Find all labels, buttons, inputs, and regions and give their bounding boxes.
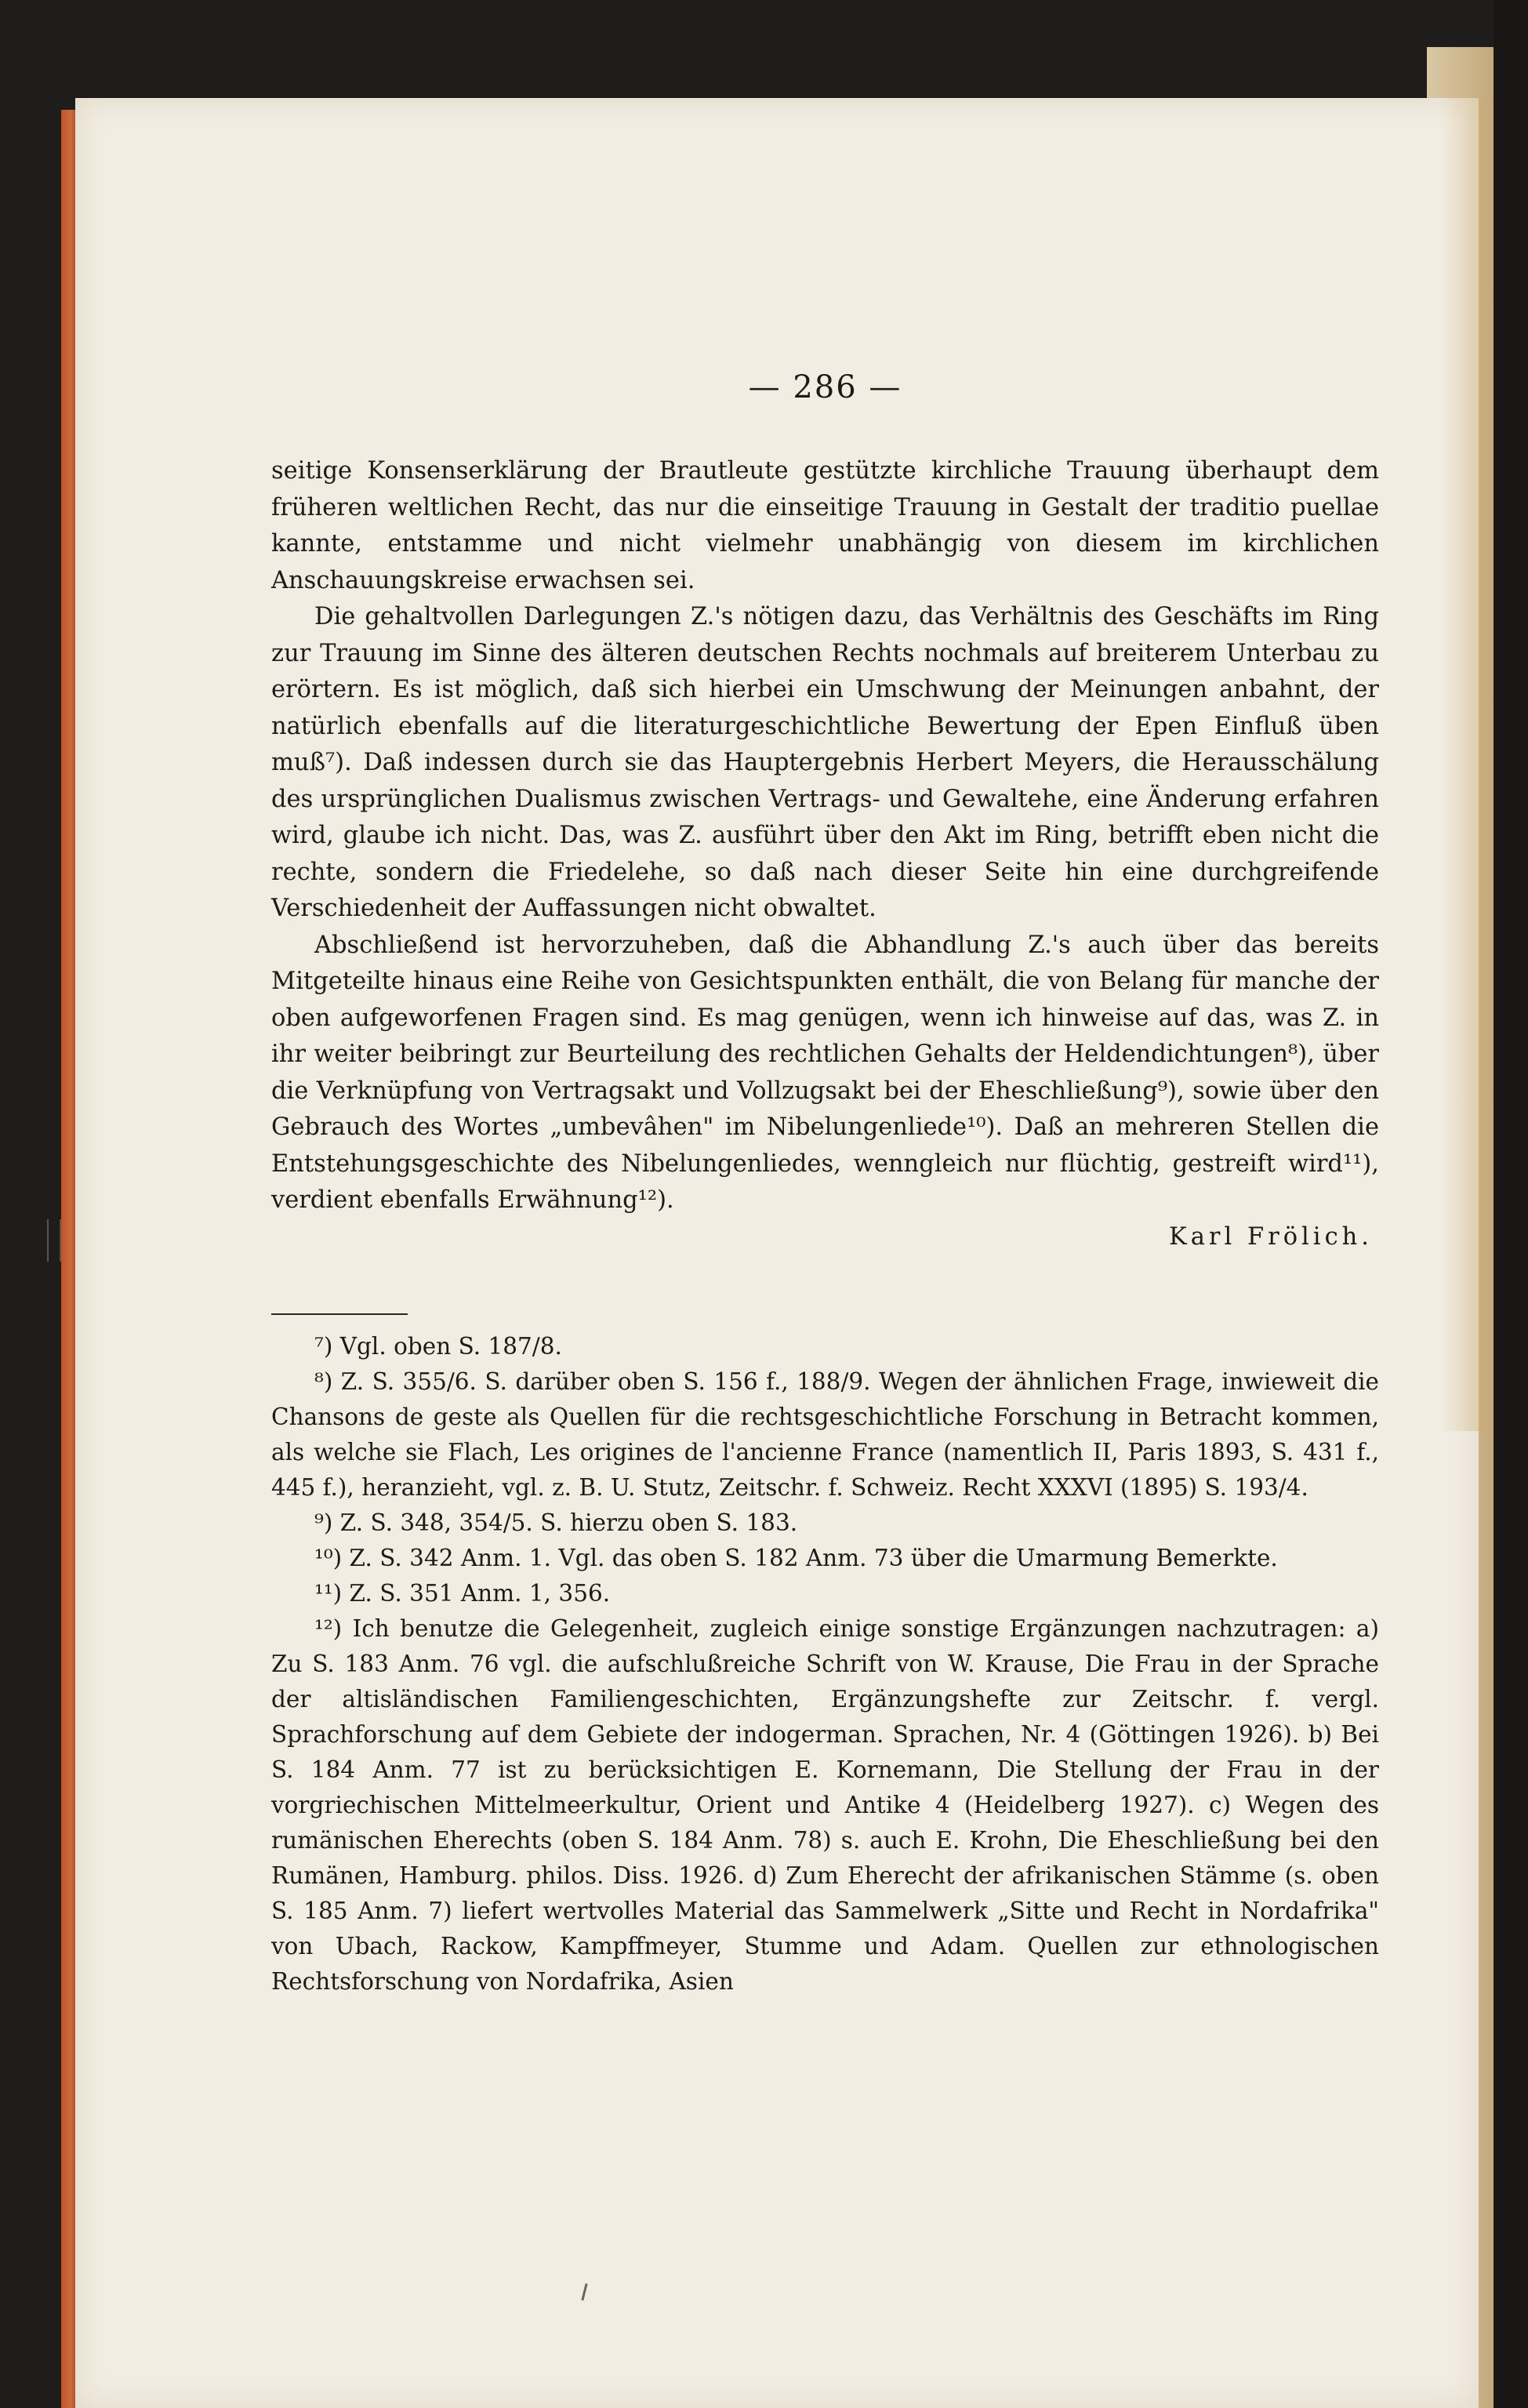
cover-edge: [61, 110, 77, 2408]
footnote: ¹⁰) Z. S. 342 Anm. 1. Vgl. das oben S. 182 Anm. 73 über die Umarmung Bemerkte.: [314, 1545, 1278, 1571]
page-stain: [1439, 98, 1486, 1431]
page-number: — 286 —: [748, 369, 902, 405]
footnote: ¹²) Ich benutze die Gelegenheit, zugleich einige sonstige Ergänzungen nachzutragen: a) Zu S. 183 Anm. 76 vgl. die aufschlußreiche Schrift von W. Krause, Die Frau in der Sprache der altisländischen Familiengeschichten, Ergänzungshefte zur Zeitschr. f. vergl. Sprachforschung auf dem Gebiete der indogerman. Sprachen, Nr. 4 (Göttingen 1926). b) Bei S. 184 Anm. 77 ist zu berücksichtigen E. Kornemann, Die Stellung der Frau in der vorgriechischen Mittelmeerkultur, Orient und Antike 4 (Heidelberg 1927). c) Wegen des rumänischen Eherechts (oben S. 184 Anm. 78) s. auch E. Krohn, Die Eheschließung bei den Rumänen, Hamburg. philos. Diss. 1926. d) Zum Eherecht der afrikanischen Stämme (s. oben S. 185 Anm. 7) liefert wertvolles Material das Sammelwerk „Sitte und Recht in Nordafrika" von Ubach, Rackow, Kampffmeyer, Stumme und Adam. Quellen zur ethnologischen Rechtsforschung von Nordafrika, Asien: [271, 1615, 1379, 1995]
footnote: ¹¹) Z. S. 351 Anm. 1, 356.: [314, 1580, 611, 1607]
author-signature: Karl Frölich.: [1168, 1222, 1373, 1251]
paragraph: seitige Konsenserklärung der Brautleute gestützte kirchliche Trauung überhaupt dem früheren weltlichen Recht, das nur die einseitige Trauung in Gestalt der traditio puellae kannte, entstamme und nicht vielmehr unabhängig von diesem im kirchlichen Anschauungskreise erwachsen sei.: [271, 457, 1379, 594]
footnotes: [271, 1329, 1379, 1999]
paragraph: Die gehaltvollen Darlegungen Z.'s nötigen dazu, das Verhältnis des Geschäfts im Ring zur Trauung im Sinne des älteren deutschen Rechts nochmals auf breiterem Unterbau zu erörtern. Es ist möglich, daß sich hierbei ein Umschwung der Meinungen anbahnt, der natürlich ebenfalls auf die literaturgeschichtliche Bewertung der Epen Einfluß üben muß⁷). Daß indessen durch sie das Hauptergebnis Herbert Meyers, die Herausschälung des ursprünglichen Dualismus zwischen Vertrags- und Gewaltehe, eine Änderung erfahren wird, glaube ich nicht. Das, was Z. ausführt über den Akt im Ring, betrifft eben nicht die rechte, sondern die Friedelehe, so daß nach dieser Seite hin eine durchgreifende Verschiedenheit der Auffassungen nicht obwaltet.: [271, 603, 1379, 922]
paragraph: Abschließend ist hervorzuheben, daß die Abhandlung Z.'s auch über das bereits Mitgeteilte hinaus eine Reihe von Gesichtspunkten enthält, die von Belang für manche der oben aufgeworfenen Fragen sind. Es mag genügen, wenn ich hinweise auf das, was Z. in ihr weiter beibringt zur Beurteilung des rechtlichen Gehalts der Heldendichtungen⁸), über die Verknüpfung von Vertragsakt und Vollzugsakt bei der Eheschließung⁹), sowie über den Gebrauch des Wortes „umbevâhen" im Nibelungenliede¹⁰). Daß an mehreren Stellen die Entstehungsgeschichte des Nibelungenliedes, wenngleich nur flüchtig, gestreift wird¹¹), verdient ebenfalls Erwähnung¹²).: [271, 931, 1379, 1214]
body-text: [271, 453, 1379, 1255]
footnote: ⁹) Z. S. 348, 354/5. S. hierzu oben S. 183.: [314, 1509, 798, 1536]
footnote: ⁷) Vgl. oben S. 187/8.: [314, 1333, 562, 1360]
binding-gutter: [1494, 0, 1528, 2408]
margin-mark: [47, 1219, 61, 1262]
footnote: ⁸) Z. S. 355/6. S. darüber oben S. 156 f., 188/9. Wegen der ähnlichen Frage, inwieweit die Chansons de geste als Quellen für die rechtsgeschichtliche Forschung in Betracht kommen, als welche sie Flach, Les origines de l'ancienne France (namentlich II, Paris 1893, S. 431 f., 445 f.), heranzieht, vgl. z. B. U. Stutz, Zeitschr. f. Schweiz. Recht XXXVI (1895) S. 193/4.: [271, 1368, 1379, 1501]
footnote-rule: [271, 1313, 408, 1315]
ink-mark: [581, 2283, 587, 2301]
book-page: [75, 98, 1479, 2408]
